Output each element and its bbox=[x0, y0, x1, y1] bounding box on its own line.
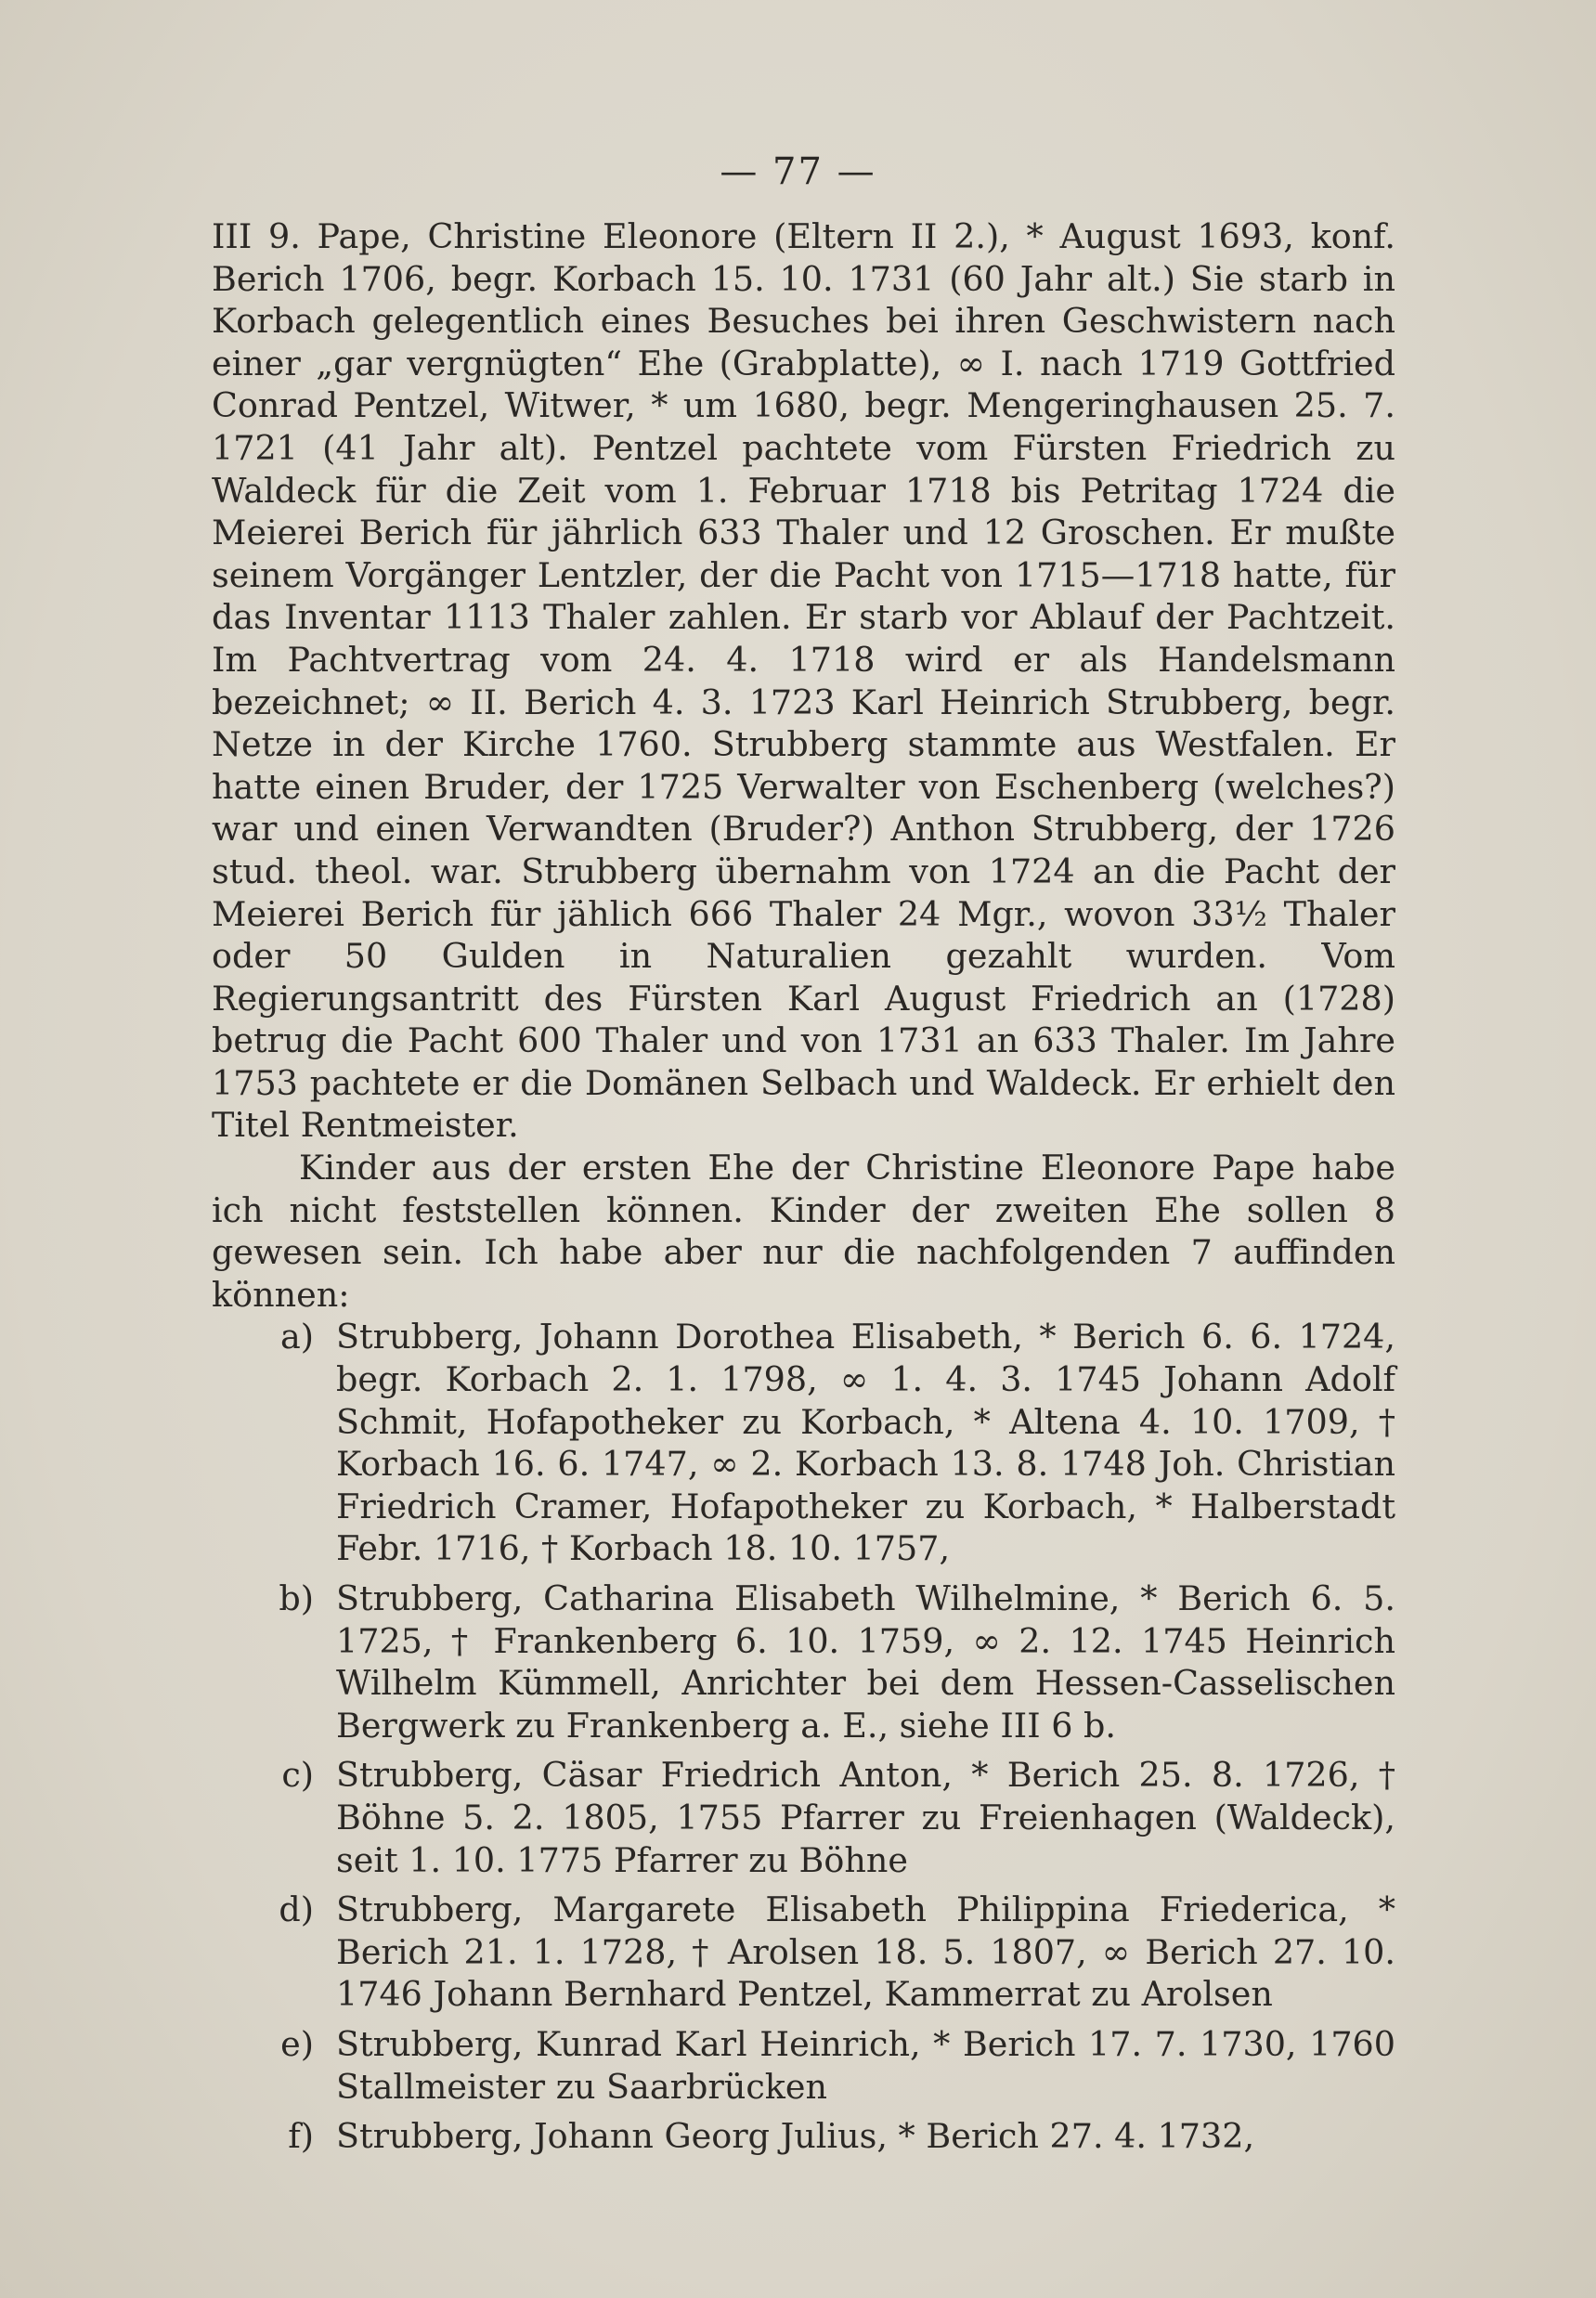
children-list bbox=[212, 1316, 1395, 2157]
list-item-label: d) bbox=[279, 1889, 314, 1930]
page-number: — 77 — bbox=[720, 150, 876, 193]
list-item-label: b) bbox=[279, 1578, 314, 1618]
list-item bbox=[212, 1316, 1395, 1570]
document-body bbox=[212, 215, 1395, 2158]
list-item-label: a) bbox=[279, 1317, 314, 1357]
list-item bbox=[212, 1889, 1395, 2016]
list-item-label: c) bbox=[281, 1755, 314, 1796]
list-item-text: Strubberg, Kunrad Karl Heinrich, * Berich 17. 7. 1730, 1760 Stallmeister zu Saarbrücken bbox=[336, 2023, 1395, 2107]
list-item-label: e) bbox=[280, 2023, 314, 2064]
list-item bbox=[212, 2115, 1395, 2158]
list-item bbox=[212, 2023, 1395, 2108]
list-item bbox=[212, 1754, 1395, 1881]
list-item-label: f) bbox=[288, 2116, 314, 2157]
list-item-text: Strubberg, Catharina Elisabeth Wilhelmine, * Berich 6. 5. 1725, † Frankenberg 6. 10. 1759, ∞ 2. 12. 1745 Heinrich Wilhelm Kümmell, Anrichter bei dem Hessen-Casselischen Bergwerk zu Frankenberg a. E., siehe III 6 b. bbox=[336, 1578, 1395, 1746]
list-item-text: Strubberg, Margarete Elisabeth Philippina Friederica, * Berich 21. 1. 1728, † Arolsen 18. 5. 1807, ∞ Berich 27. 10. 1746 Johann Bernhard Pentzel, Kammerrat zu Arolsen bbox=[336, 1889, 1395, 2015]
list-item-text: Strubberg, Johann Georg Julius, * Berich 27. 4. 1732, bbox=[336, 2116, 1255, 2157]
paragraph-children-intro: Kinder aus der ersten Ehe der Christine Eleonore Pape habe ich nicht feststellen können. Kinder der zweiten Ehe sollen 8 gewesen sein. Ich habe aber nur die nachfolgenden 7 auffinden können: bbox=[212, 1148, 1395, 1315]
list-item-text: Strubberg, Cäsar Friedrich Anton, * Berich 25. 8. 1726, † Böhne 5. 2. 1805, 1755 Pfarrer zu Freienhagen (Waldeck), seit 1. 10. 1775 Pfarrer zu Böhne bbox=[336, 1755, 1395, 1880]
list-item bbox=[212, 1577, 1395, 1746]
list-item-text: Strubberg, Johann Dorothea Elisabeth, * Berich 6. 6. 1724, begr. Korbach 2. 1. 1798, ∞ 1. 4. 3. 1745 Johann Adolf Schmit, Hofapotheker zu Korbach, * Altena 4. 10. 1709, † Korbach 16. 6. 1747, ∞ 2. Korbach 13. 8. 1748 Joh. Christian Friedrich Cramer, Hofapotheker zu Korbach, * Halberstadt Febr. 1716, † Korbach 18. 10. 1757, bbox=[336, 1317, 1395, 1569]
paragraph-pape-biography: III 9. Pape, Christine Eleonore (Eltern II 2.), * August 1693, konf. Berich 1706, begr. Korbach 15. 10. 1731 (60 Jahr alt.) Sie starb in Korbach gelegentlich eines Besuches bei ihren Geschwistern nach einer „gar vergnügten“ Ehe (Grabplatte), ∞ I. nach 1719 Gottfried Conrad Pentzel, Witwer, * um 1680, begr. Mengeringhausen 25. 7. 1721 (41 Jahr alt). Pentzel pachtete vom Fürsten Friedrich zu Waldeck für die Zeit vom 1. Februar 1718 bis Petritag 1724 die Meierei Berich für jährlich 633 Thaler und 12 Groschen. Er mußte seinem Vorgänger Lentzler, der die Pacht von 1715—1718 hatte, für das Inventar 1113 Thaler zahlen. Er starb vor Ablauf der Pachtzeit. Im Pachtvertrag vom 24. 4. 1718 wird er als Handelsmann bezeichnet; ∞ II. Berich 4. 3. 1723 Karl Heinrich Strubberg, begr. Netze in der Kirche 1760. Strubberg stammte aus Westfalen. Er hatte einen Bruder, der 1725 Verwalter von Eschenberg (welches?) war und einen Verwandten (Bruder?) Anthon Strubberg, der 1726 stud. theol. war. Strubberg übernahm von 1724 an die Pacht der Meierei Berich für jählich 666 Thaler 24 Mgr., wovon 33½ Thaler oder 50 Gulden in Naturalien gezahlt wurden. Vom Regierungsantritt des Fürsten Karl August Friedrich an (1728) betrug die Pacht 600 Thaler und von 1731 an 633 Thaler. Im Jahre 1753 pachtete er die Domänen Selbach und Waldeck. Er erhielt den Titel Rentmeister. bbox=[212, 216, 1395, 1146]
